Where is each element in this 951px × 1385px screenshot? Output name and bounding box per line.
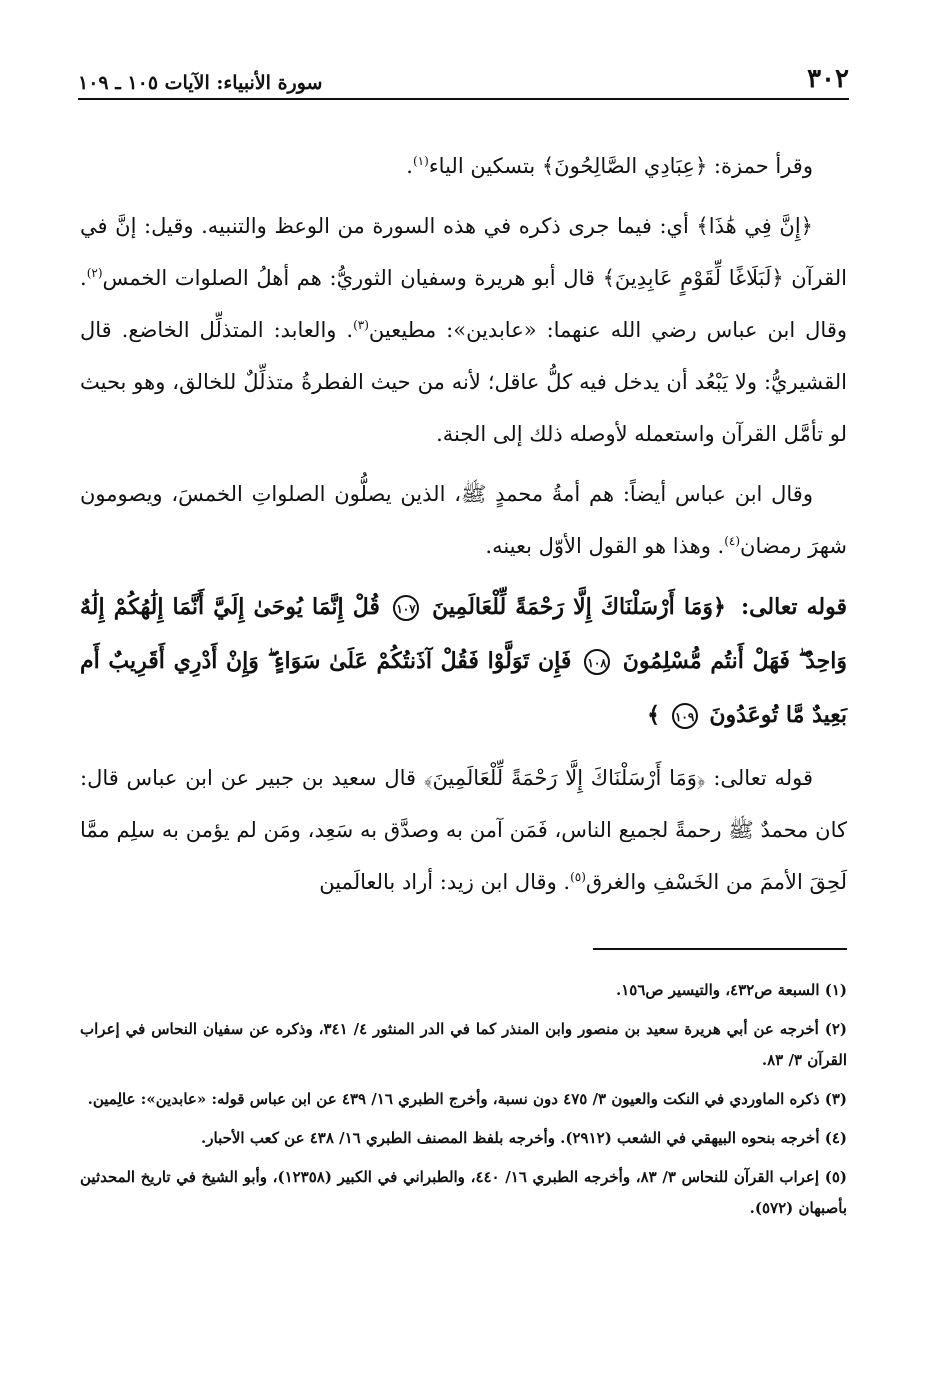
verse-lead: قوله تعالى: — [740, 594, 848, 620]
paragraph-3-text-b: . وهذا هو القول الأوّل بعينه. — [485, 534, 725, 558]
ayah-number-107: ١٠٧ — [393, 595, 419, 621]
footnote-2: (٢) أخرجه عن أبي هريرة سعيد بن منصور وابن المنذر كما في الدر المنثور ٤/ ٣٤١، وذكره عن سفيان النحاس في إعراب القرآن ٣/ ٨٣. — [80, 1020, 847, 1069]
quran-verse-block — [80, 580, 847, 742]
paragraph-4 — [80, 752, 847, 908]
main-text — [80, 140, 847, 916]
footnote-ref-2: (٢) — [86, 266, 103, 280]
ayah-number-109: ١٠٩ — [672, 703, 698, 729]
footnote-ref-1: (١) — [412, 154, 429, 168]
paragraph-4-text-b: . وقال ابن زيد: أراد بالعالَمين — [319, 870, 571, 894]
verse-text-c: فَإِن تَوَلَّوْا فَقُلْ آذَنتُكُمْ عَلَىٰ سَوَاءٍ ۖ وَإِنْ أَدْرِي أَقَرِيبٌ أَم بَعِيدٌ مَّا تُوعَدُونَ — [80, 648, 847, 728]
footnote-3: (٣) ذكره الماوردي في النكت والعيون ٣/ ٤٧٥ دون نسبة، وأخرج الطبري ١٦/ ٤٣٩ عن ابن عباس قوله: «عابدين»: عالِمين. — [87, 1090, 847, 1108]
paragraph-2-text-c: . والعابد: المتذلِّل الخاضع. قال القشيريُّ: ولا يَبْعُد أن يدخل فيه كلُّ عاقل؛ لأنه من حيث الفطرةُ متذلِّلٌ للخالق، وهو بحيث لو تأمَّل القرآن واستعمله لأوصله ذلك إلى الجنة. — [80, 318, 847, 446]
footnote-ref-5: (٥) — [570, 870, 586, 884]
surah-title: سورة الأنبياء: الآيات ١٠٥ ـ ١٠٩ — [78, 72, 323, 94]
paragraph-2 — [80, 200, 847, 460]
paragraph-3 — [80, 468, 847, 572]
paragraph-1 — [80, 140, 847, 192]
paragraph-1-text: وقرأ حمزة: ﴿عِبَادِي الصَّالِحُونَ﴾ بتسكين الياء — [428, 154, 813, 178]
ayah-number-108: ١٠٨ — [584, 649, 610, 675]
footnote-ref-3: (٣) — [353, 318, 369, 332]
verse-text-a: ﴿وَمَا أَرْسَلْنَاكَ إِلَّا رَحْمَةً لِّلْعَالَمِينَ — [432, 594, 726, 620]
footnote-divider — [593, 948, 847, 950]
paragraph-3-text-a: وقال ابن عباس أيضاً: هم أمةُ محمدٍ ﷺ، الذين يصلُّون الصلواتِ الخمسَ، ويصومون شهرَ رمضان — [80, 482, 847, 558]
page-number: ٣٠٢ — [807, 64, 849, 94]
verse-end: ﴾ — [647, 702, 660, 728]
verse-text-b: قُلْ إِنَّمَا يُوحَىٰ إِلَيَّ أَنَّمَا إِلَٰهُكُمْ إِلَٰهٌ وَاحِدٌ ۖ فَهَلْ أَنتُم مُّسْلِمُونَ — [80, 594, 847, 674]
footnote-ref-4: (٤) — [724, 534, 741, 548]
footnotes — [80, 975, 847, 1232]
paragraph-1-end: . — [406, 154, 413, 178]
footnote-1: (١) السبعة ص٤٣٢، والتيسير ص١٥٦. — [616, 981, 847, 999]
paragraph-4-text-a: قوله تعالى: ﴿وَمَا أَرْسَلْنَاكَ إِلَّا رَحْمَةً لِّلْعَالَمِينَ﴾ قال سعيد بن جبير عن ابن عباس قال: كان محمدٌ ﷺ رحمةً لجميع الناس، فَمَن آمن به وصدَّق به سَعِد، ومَن لم يؤمن به سلِم ممَّا لَحِقَ الأممَ من الخَسْفِ والغرق — [80, 766, 847, 894]
paragraph-2-text-b: . وقال ابن عباس رضي الله عنهما: «عابدين»: مطيعين — [80, 266, 848, 342]
footnote-4: (٤) أخرجه بنحوه البيهقي في الشعب (٢٩١٢). وأخرجه بلفظ المصنف الطبري ١٦/ ٤٣٨ عن كعب الأحبار. — [201, 1129, 847, 1147]
page-header — [78, 56, 849, 100]
footnote-5: (٥) إعراب القرآن للنحاس ٣/ ٨٣، وأخرجه الطبري ١٦/ ٤٤٠، والطبراني في الكبير (١٢٣٥٨)، وأبو الشيخ في تاريخ المحدثين بأصبهان (٥٧٢). — [80, 1168, 847, 1217]
paragraph-2-text-a: ﴿إِنَّ فِي هَٰذَا﴾ أي: فيما جرى ذكره في هذه السورة من الوعظ والتنبيه. وقيل: إنَّ في القرآن ﴿لَبَلَاغًا لِّقَوْمٍ عَابِدِينَ﴾ قال أبو هريرة وسفيان الثوريُّ: هم أهلُ الصلوات الخمس — [80, 214, 847, 290]
